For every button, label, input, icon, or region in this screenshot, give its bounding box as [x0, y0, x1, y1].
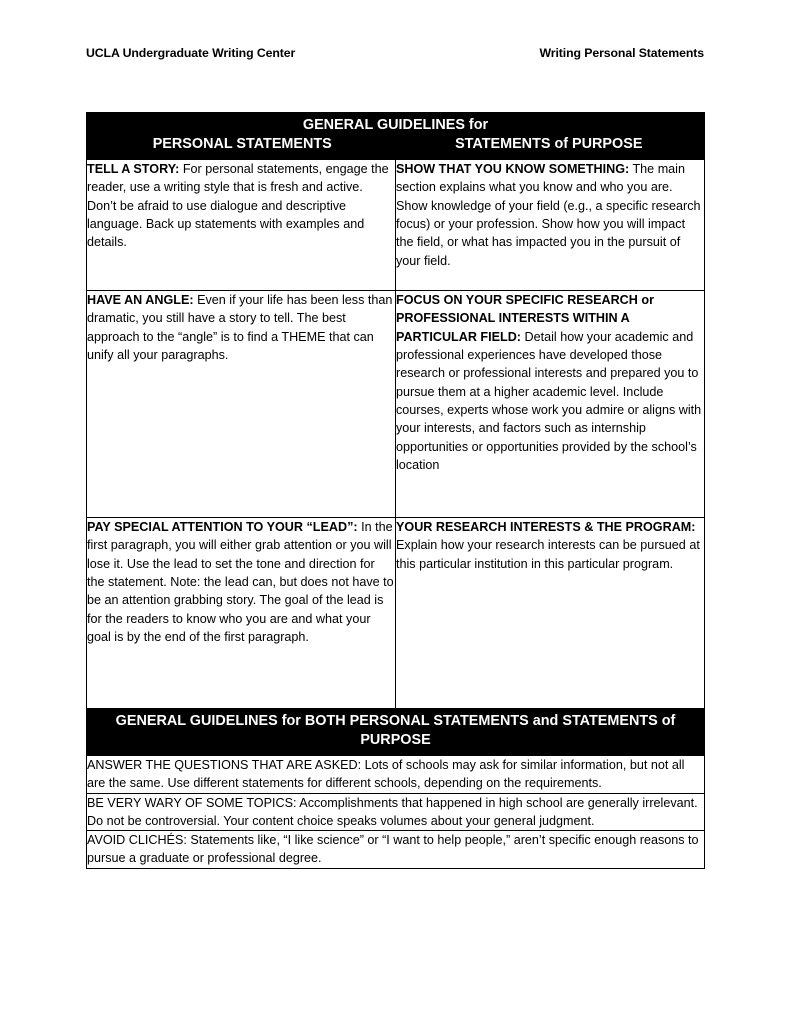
guideline-row	[87, 160, 705, 291]
both-guideline-cell-3	[87, 831, 705, 869]
guideline-lead: FOCUS ON YOUR SPECIFIC RESEARCH or PROFESSIONAL INTERESTS WITHIN A PARTICULAR FIELD:	[396, 293, 654, 344]
guideline-body: For personal statements, engage the reader, use a writing style that is fresh and active. Don’t be afraid to use dialogue and descriptive language. Back up statements with examples and details.	[87, 162, 389, 250]
guideline-body: Statements like, “I like science” or “I want to help people,” aren’t specific enough reasons to pursue a graduate or professional degree.	[87, 833, 699, 866]
guideline-cell-purpose-2	[396, 291, 705, 518]
guideline-lead: BE VERY WARY OF SOME TOPICS:	[87, 795, 297, 810]
guideline-lead: AVOID CLICHÉS:	[87, 833, 187, 848]
guideline-body: Lots of schools may ask for similar information, but not all are the same. Use different statements for different schools, depending on the requirements.	[87, 758, 685, 791]
main-banner-cell	[87, 113, 705, 160]
both-guideline-row	[87, 793, 705, 831]
guideline-cell-personal-3	[87, 518, 396, 709]
guideline-cell-purpose-1	[396, 160, 705, 291]
guideline-body: Accomplishments that happened in high school are generally irrelevant. Do not be controversial. Your content choice speaks volumes about your general judgment.	[87, 795, 698, 828]
column-header-statements-of-purpose: STATEMENTS of PURPOSE	[455, 136, 643, 153]
guideline-body: The main section explains what you know and who you are. Show knowledge of your field (e.g., a specific research focus) or your profession. Show how you will impact the field, or what has impacted you in the pursuit of your field.	[396, 162, 701, 268]
guideline-cell-personal-1	[87, 160, 396, 291]
guideline-lead: TELL A STORY:	[87, 162, 180, 177]
guideline-lead: SHOW THAT YOU KNOW SOMETHING:	[396, 162, 630, 177]
guideline-lead: HAVE AN ANGLE:	[87, 293, 194, 308]
guideline-lead: PAY SPECIAL ATTENTION TO YOUR “LEAD”:	[87, 520, 358, 535]
main-banner-title: GENERAL GUIDELINES for	[302, 117, 489, 133]
guideline-cell-personal-2	[87, 291, 396, 518]
guideline-body: Even if your life has been less than dramatic, you still have a story to tell. The best approach to the “angle” is to find a THEME that can unify all your paragraphs.	[87, 293, 393, 362]
both-banner-row	[87, 709, 705, 756]
column-header-personal-statements: PERSONAL STATEMENTS	[152, 136, 332, 153]
guideline-lead: YOUR RESEARCH INTERESTS & THE PROGRAM:	[396, 520, 696, 535]
guideline-body: Explain how your research interests can be pursued at this particular institution in this particular program.	[396, 538, 700, 571]
running-header	[86, 46, 704, 60]
guideline-lead: ANSWER THE QUESTIONS THAT ARE ASKED:	[87, 758, 362, 773]
header-right-text: Writing Personal Statements	[539, 46, 704, 60]
guideline-body: Detail how your academic and professional experiences have developed those research or professional interests and prepared you to pursue them at a higher academic level. Include courses, experts whose work you admire or aligns with your interests, and factors such as internship opportunities or opportunities provided by the school’s location	[396, 329, 702, 472]
guideline-row	[87, 291, 705, 518]
both-guideline-cell-1	[87, 756, 705, 794]
main-banner-column-labels	[93, 135, 698, 154]
guideline-cell-purpose-3	[396, 518, 705, 709]
both-guideline-row	[87, 756, 705, 794]
general-guidelines-table	[86, 112, 705, 869]
both-guideline-cell-2	[87, 793, 705, 831]
both-banner-cell: GENERAL GUIDELINES for BOTH PERSONAL STATEMENTS and STATEMENTS of PURPOSE	[87, 709, 705, 756]
main-banner-row	[87, 113, 705, 160]
both-guideline-row	[87, 831, 705, 869]
guideline-row	[87, 518, 705, 709]
header-left-text: UCLA Undergraduate Writing Center	[86, 46, 296, 60]
guideline-body: In the first paragraph, you will either grab attention or you will lose it. Use the lead to set the tone and direction for the statement. Note: the lead can, but does not have to be an attention grabbing story. The goal of the lead is for the readers to know who you are and what your goal is by the end of the first paragraph.	[87, 520, 394, 644]
